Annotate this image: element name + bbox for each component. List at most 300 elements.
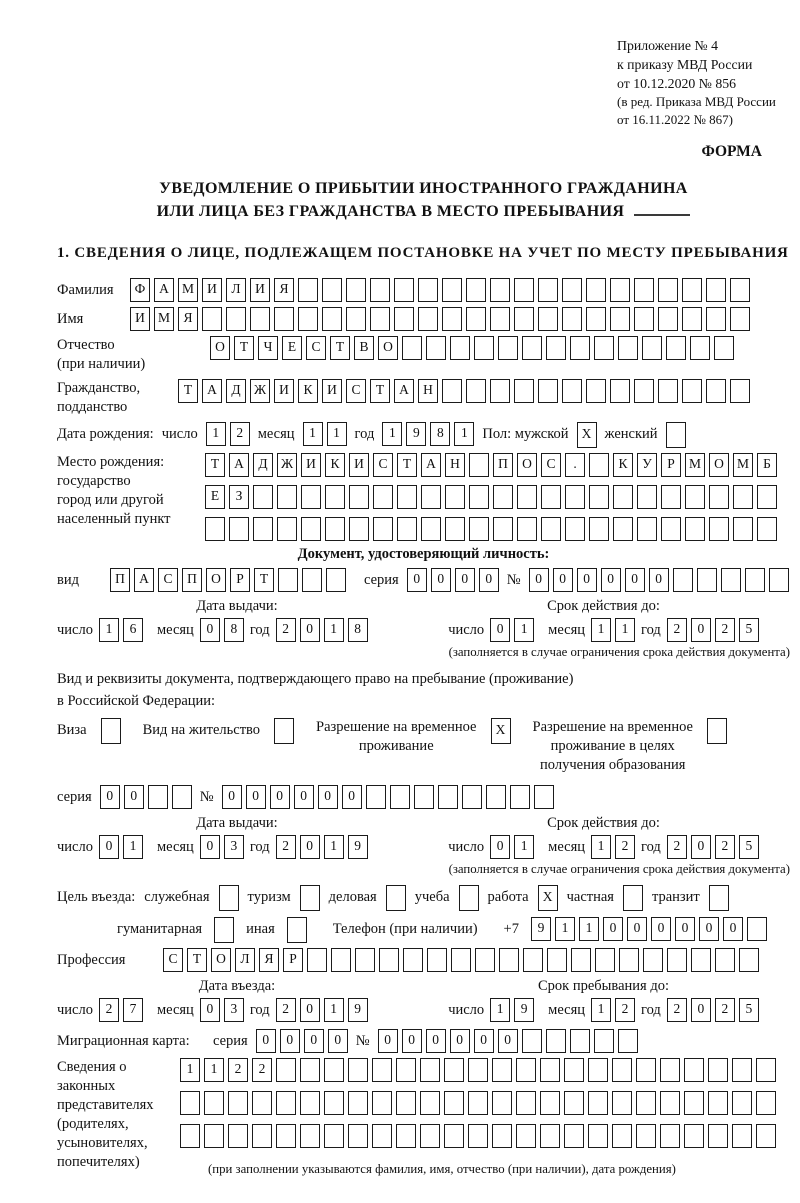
char-cell[interactable]	[588, 1091, 608, 1115]
char-cell[interactable]	[684, 1124, 704, 1148]
char-cell[interactable]	[715, 948, 735, 972]
char-cell[interactable]	[708, 1058, 728, 1082]
char-cell[interactable]	[510, 785, 530, 809]
char-cell[interactable]	[394, 278, 414, 302]
char-cell[interactable]: М	[685, 453, 705, 477]
char-cell[interactable]: А	[134, 568, 154, 592]
char-cell[interactable]	[516, 1058, 536, 1082]
char-cell[interactable]	[444, 1091, 464, 1115]
char-cell[interactable]: 0	[699, 917, 719, 941]
char-cell[interactable]: 8	[224, 618, 244, 642]
char-cell[interactable]	[348, 1058, 368, 1082]
char-cell[interactable]	[730, 379, 750, 403]
char-cell[interactable]	[546, 1029, 566, 1053]
char-cell[interactable]	[492, 1091, 512, 1115]
char-cell[interactable]	[682, 307, 702, 331]
char-cell[interactable]	[228, 1124, 248, 1148]
char-cell[interactable]: Е	[205, 485, 225, 509]
char-cell[interactable]: 1	[204, 1058, 224, 1082]
char-cell[interactable]	[586, 278, 606, 302]
char-cell[interactable]	[325, 517, 345, 541]
char-cell[interactable]	[490, 278, 510, 302]
char-cell[interactable]	[636, 1124, 656, 1148]
char-cell[interactable]	[469, 453, 489, 477]
char-cell[interactable]	[618, 1029, 638, 1053]
char-cell[interactable]	[276, 1091, 296, 1115]
char-cell[interactable]: Б	[757, 453, 777, 477]
char-cell[interactable]	[564, 1124, 584, 1148]
char-cell[interactable]	[709, 517, 729, 541]
char-cell[interactable]	[421, 485, 441, 509]
char-cell[interactable]	[252, 1124, 272, 1148]
char-cell[interactable]	[394, 307, 414, 331]
char-cell[interactable]	[301, 485, 321, 509]
char-cell[interactable]: 9	[531, 917, 551, 941]
char-cell[interactable]: 0	[328, 1029, 348, 1053]
char-cell[interactable]: Т	[178, 379, 198, 403]
char-cell[interactable]	[685, 485, 705, 509]
char-cell[interactable]	[402, 336, 422, 360]
char-cell[interactable]	[594, 1029, 614, 1053]
char-cell[interactable]	[302, 568, 322, 592]
char-cell[interactable]: 3	[224, 835, 244, 859]
char-cell[interactable]: 0	[455, 568, 475, 592]
char-cell[interactable]	[386, 885, 406, 911]
char-cell[interactable]: Р	[230, 568, 250, 592]
char-cell[interactable]	[442, 278, 462, 302]
char-cell[interactable]: 1	[382, 422, 402, 446]
char-cell[interactable]: 2	[615, 835, 635, 859]
char-cell[interactable]	[466, 307, 486, 331]
char-cell[interactable]	[420, 1124, 440, 1148]
char-cell[interactable]	[523, 948, 543, 972]
char-cell[interactable]: 0	[300, 835, 320, 859]
char-cell[interactable]	[493, 517, 513, 541]
char-cell[interactable]	[450, 336, 470, 360]
char-cell[interactable]	[634, 278, 654, 302]
char-cell[interactable]	[517, 517, 537, 541]
char-cell[interactable]	[459, 885, 479, 911]
char-cell[interactable]: 1	[454, 422, 474, 446]
char-cell[interactable]: И	[250, 278, 270, 302]
char-cell[interactable]	[219, 885, 239, 911]
char-cell[interactable]: 9	[348, 835, 368, 859]
char-cell[interactable]	[546, 336, 566, 360]
char-cell[interactable]	[707, 718, 727, 744]
char-cell[interactable]: О	[206, 568, 226, 592]
char-cell[interactable]	[442, 379, 462, 403]
char-cell[interactable]	[349, 485, 369, 509]
char-cell[interactable]: 9	[348, 998, 368, 1022]
char-cell[interactable]: Т	[187, 948, 207, 972]
char-cell[interactable]: 0	[723, 917, 743, 941]
char-cell[interactable]: 6	[123, 618, 143, 642]
char-cell[interactable]	[331, 948, 351, 972]
char-cell[interactable]	[684, 1058, 704, 1082]
char-cell[interactable]: 0	[577, 568, 597, 592]
char-cell[interactable]	[420, 1058, 440, 1082]
char-cell[interactable]: А	[229, 453, 249, 477]
char-cell[interactable]: Я	[274, 278, 294, 302]
char-cell[interactable]	[421, 517, 441, 541]
char-cell[interactable]	[253, 485, 273, 509]
char-cell[interactable]: Т	[254, 568, 274, 592]
char-cell[interactable]: П	[182, 568, 202, 592]
char-cell[interactable]: 0	[342, 785, 362, 809]
char-cell[interactable]: 1	[591, 998, 611, 1022]
char-cell[interactable]	[438, 785, 458, 809]
char-cell[interactable]: В	[354, 336, 374, 360]
char-cell[interactable]	[721, 568, 741, 592]
char-cell[interactable]	[682, 379, 702, 403]
char-cell[interactable]	[486, 785, 506, 809]
char-cell[interactable]: И	[130, 307, 150, 331]
char-cell[interactable]	[564, 1091, 584, 1115]
char-cell[interactable]	[276, 1124, 296, 1148]
char-cell[interactable]	[252, 1091, 272, 1115]
char-cell[interactable]	[228, 1091, 248, 1115]
char-cell[interactable]: 0	[270, 785, 290, 809]
char-cell[interactable]: Л	[226, 278, 246, 302]
char-cell[interactable]	[619, 948, 639, 972]
char-cell[interactable]	[324, 1058, 344, 1082]
char-cell[interactable]	[514, 307, 534, 331]
char-cell[interactable]	[301, 517, 321, 541]
char-cell[interactable]	[588, 1124, 608, 1148]
char-cell[interactable]: 1	[514, 618, 534, 642]
char-cell[interactable]	[613, 517, 633, 541]
char-cell[interactable]: 0	[200, 835, 220, 859]
char-cell[interactable]	[612, 1058, 632, 1082]
char-cell[interactable]: П	[493, 453, 513, 477]
char-cell[interactable]	[373, 517, 393, 541]
char-cell[interactable]	[396, 1091, 416, 1115]
char-cell[interactable]	[660, 1091, 680, 1115]
char-cell[interactable]: 2	[276, 618, 296, 642]
char-cell[interactable]: П	[110, 568, 130, 592]
char-cell[interactable]	[278, 568, 298, 592]
char-cell[interactable]	[594, 336, 614, 360]
char-cell[interactable]	[610, 379, 630, 403]
char-cell[interactable]: Н	[418, 379, 438, 403]
char-cell[interactable]: 0	[100, 785, 120, 809]
char-cell[interactable]: О	[517, 453, 537, 477]
char-cell[interactable]: 0	[490, 618, 510, 642]
char-cell[interactable]: Ж	[277, 453, 297, 477]
char-cell[interactable]	[469, 485, 489, 509]
char-cell[interactable]: Я	[259, 948, 279, 972]
char-cell[interactable]	[226, 307, 246, 331]
char-cell[interactable]	[451, 948, 471, 972]
char-cell[interactable]: 0	[691, 835, 711, 859]
char-cell[interactable]: 1	[324, 618, 344, 642]
char-cell[interactable]	[685, 517, 705, 541]
char-cell[interactable]	[414, 785, 434, 809]
char-cell[interactable]	[372, 1058, 392, 1082]
char-cell[interactable]: О	[211, 948, 231, 972]
char-cell[interactable]: М	[733, 453, 753, 477]
char-cell[interactable]	[733, 485, 753, 509]
char-cell[interactable]	[370, 278, 390, 302]
char-cell[interactable]	[418, 307, 438, 331]
char-cell[interactable]	[756, 1091, 776, 1115]
char-cell[interactable]	[565, 485, 585, 509]
char-cell[interactable]: .	[565, 453, 585, 477]
char-cell[interactable]	[300, 885, 320, 911]
char-cell[interactable]	[180, 1124, 200, 1148]
char-cell[interactable]: С	[306, 336, 326, 360]
char-cell[interactable]: 0	[318, 785, 338, 809]
char-cell[interactable]: 0	[294, 785, 314, 809]
char-cell[interactable]: 0	[378, 1029, 398, 1053]
char-cell[interactable]: 0	[402, 1029, 422, 1053]
char-cell[interactable]	[538, 307, 558, 331]
char-cell[interactable]	[658, 307, 678, 331]
char-cell[interactable]	[706, 278, 726, 302]
char-cell[interactable]	[469, 517, 489, 541]
char-cell[interactable]	[732, 1058, 752, 1082]
char-cell[interactable]	[348, 1124, 368, 1148]
char-cell[interactable]: 0	[300, 998, 320, 1022]
char-cell[interactable]	[516, 1091, 536, 1115]
char-cell[interactable]: 5	[739, 835, 759, 859]
char-cell[interactable]	[684, 1091, 704, 1115]
char-cell[interactable]	[540, 1124, 560, 1148]
char-cell[interactable]	[325, 485, 345, 509]
char-cell[interactable]: 8	[348, 618, 368, 642]
char-cell[interactable]	[540, 1091, 560, 1115]
char-cell[interactable]: X	[538, 885, 558, 911]
char-cell[interactable]: 2	[715, 835, 735, 859]
char-cell[interactable]: 1	[206, 422, 226, 446]
char-cell[interactable]: 1	[579, 917, 599, 941]
char-cell[interactable]	[565, 517, 585, 541]
char-cell[interactable]: 0	[300, 618, 320, 642]
char-cell[interactable]: Р	[283, 948, 303, 972]
char-cell[interactable]	[445, 485, 465, 509]
char-cell[interactable]: 2	[715, 998, 735, 1022]
char-cell[interactable]: 8	[430, 422, 450, 446]
char-cell[interactable]: Т	[330, 336, 350, 360]
char-cell[interactable]	[355, 948, 375, 972]
char-cell[interactable]	[298, 307, 318, 331]
char-cell[interactable]	[324, 1091, 344, 1115]
char-cell[interactable]: 0	[450, 1029, 470, 1053]
char-cell[interactable]	[250, 307, 270, 331]
char-cell[interactable]: И	[202, 278, 222, 302]
char-cell[interactable]: У	[637, 453, 657, 477]
char-cell[interactable]	[493, 485, 513, 509]
char-cell[interactable]: 0	[431, 568, 451, 592]
char-cell[interactable]	[326, 568, 346, 592]
char-cell[interactable]	[562, 379, 582, 403]
char-cell[interactable]	[514, 379, 534, 403]
char-cell[interactable]: 0	[280, 1029, 300, 1053]
char-cell[interactable]	[444, 1124, 464, 1148]
char-cell[interactable]	[623, 885, 643, 911]
char-cell[interactable]	[427, 948, 447, 972]
char-cell[interactable]	[204, 1124, 224, 1148]
char-cell[interactable]: С	[163, 948, 183, 972]
char-cell[interactable]	[570, 336, 590, 360]
char-cell[interactable]: 0	[529, 568, 549, 592]
char-cell[interactable]: 1	[123, 835, 143, 859]
char-cell[interactable]: И	[301, 453, 321, 477]
char-cell[interactable]	[690, 336, 710, 360]
char-cell[interactable]: А	[394, 379, 414, 403]
char-cell[interactable]: 2	[230, 422, 250, 446]
char-cell[interactable]: А	[154, 278, 174, 302]
char-cell[interactable]: 0	[691, 998, 711, 1022]
char-cell[interactable]: 0	[407, 568, 427, 592]
char-cell[interactable]	[276, 1058, 296, 1082]
char-cell[interactable]: 0	[479, 568, 499, 592]
char-cell[interactable]: О	[210, 336, 230, 360]
char-cell[interactable]	[322, 278, 342, 302]
char-cell[interactable]: К	[613, 453, 633, 477]
char-cell[interactable]	[610, 278, 630, 302]
char-cell[interactable]: Т	[370, 379, 390, 403]
char-cell[interactable]	[366, 785, 386, 809]
char-cell[interactable]: К	[298, 379, 318, 403]
char-cell[interactable]: М	[178, 278, 198, 302]
char-cell[interactable]	[691, 948, 711, 972]
char-cell[interactable]	[586, 379, 606, 403]
char-cell[interactable]: Т	[205, 453, 225, 477]
char-cell[interactable]: 0	[691, 618, 711, 642]
char-cell[interactable]	[298, 278, 318, 302]
char-cell[interactable]	[468, 1058, 488, 1082]
char-cell[interactable]: Ж	[250, 379, 270, 403]
char-cell[interactable]: 1	[591, 618, 611, 642]
char-cell[interactable]: 1	[327, 422, 347, 446]
char-cell[interactable]	[562, 307, 582, 331]
char-cell[interactable]	[172, 785, 192, 809]
char-cell[interactable]	[634, 379, 654, 403]
char-cell[interactable]	[370, 307, 390, 331]
char-cell[interactable]: Т	[397, 453, 417, 477]
char-cell[interactable]	[636, 1058, 656, 1082]
char-cell[interactable]: 1	[490, 998, 510, 1022]
char-cell[interactable]: З	[229, 485, 249, 509]
char-cell[interactable]	[396, 1124, 416, 1148]
char-cell[interactable]: 1	[180, 1058, 200, 1082]
char-cell[interactable]	[637, 517, 657, 541]
char-cell[interactable]: Т	[234, 336, 254, 360]
char-cell[interactable]	[516, 1124, 536, 1148]
char-cell[interactable]	[541, 517, 561, 541]
char-cell[interactable]	[466, 379, 486, 403]
char-cell[interactable]	[274, 307, 294, 331]
char-cell[interactable]: 0	[200, 618, 220, 642]
char-cell[interactable]	[277, 517, 297, 541]
char-cell[interactable]	[643, 948, 663, 972]
char-cell[interactable]: 0	[256, 1029, 276, 1053]
char-cell[interactable]	[673, 568, 693, 592]
char-cell[interactable]	[373, 485, 393, 509]
char-cell[interactable]	[708, 1124, 728, 1148]
char-cell[interactable]	[661, 517, 681, 541]
char-cell[interactable]	[346, 278, 366, 302]
char-cell[interactable]	[666, 336, 686, 360]
char-cell[interactable]: 0	[601, 568, 621, 592]
char-cell[interactable]	[730, 278, 750, 302]
char-cell[interactable]	[300, 1124, 320, 1148]
char-cell[interactable]	[522, 336, 542, 360]
char-cell[interactable]	[733, 517, 753, 541]
char-cell[interactable]	[658, 278, 678, 302]
char-cell[interactable]	[403, 948, 423, 972]
char-cell[interactable]	[660, 1124, 680, 1148]
char-cell[interactable]: 1	[615, 618, 635, 642]
char-cell[interactable]	[661, 485, 681, 509]
char-cell[interactable]	[517, 485, 537, 509]
char-cell[interactable]	[714, 336, 734, 360]
char-cell[interactable]	[562, 278, 582, 302]
char-cell[interactable]	[253, 517, 273, 541]
char-cell[interactable]	[180, 1091, 200, 1115]
char-cell[interactable]	[589, 485, 609, 509]
char-cell[interactable]	[490, 307, 510, 331]
char-cell[interactable]: Л	[235, 948, 255, 972]
char-cell[interactable]	[148, 785, 168, 809]
char-cell[interactable]	[444, 1058, 464, 1082]
char-cell[interactable]: И	[349, 453, 369, 477]
char-cell[interactable]: 0	[246, 785, 266, 809]
char-cell[interactable]	[739, 948, 759, 972]
char-cell[interactable]	[769, 568, 789, 592]
char-cell[interactable]	[730, 307, 750, 331]
char-cell[interactable]: 0	[222, 785, 242, 809]
char-cell[interactable]	[274, 718, 294, 744]
char-cell[interactable]: М	[154, 307, 174, 331]
char-cell[interactable]	[214, 917, 234, 943]
char-cell[interactable]	[466, 278, 486, 302]
char-cell[interactable]	[745, 568, 765, 592]
char-cell[interactable]: 0	[603, 917, 623, 941]
char-cell[interactable]	[101, 718, 121, 744]
char-cell[interactable]: Д	[253, 453, 273, 477]
char-cell[interactable]	[397, 485, 417, 509]
char-cell[interactable]: 0	[474, 1029, 494, 1053]
char-cell[interactable]	[420, 1091, 440, 1115]
char-cell[interactable]	[379, 948, 399, 972]
char-cell[interactable]: 0	[627, 917, 647, 941]
char-cell[interactable]	[277, 485, 297, 509]
char-cell[interactable]: О	[378, 336, 398, 360]
char-cell[interactable]	[468, 1124, 488, 1148]
char-cell[interactable]: 0	[490, 835, 510, 859]
char-cell[interactable]: 1	[514, 835, 534, 859]
char-cell[interactable]: 2	[276, 998, 296, 1022]
char-cell[interactable]	[442, 307, 462, 331]
char-cell[interactable]	[756, 1124, 776, 1148]
char-cell[interactable]: 2	[228, 1058, 248, 1082]
char-cell[interactable]: С	[373, 453, 393, 477]
char-cell[interactable]	[634, 307, 654, 331]
char-cell[interactable]: 2	[667, 998, 687, 1022]
char-cell[interactable]	[348, 1091, 368, 1115]
char-cell[interactable]: Я	[178, 307, 198, 331]
char-cell[interactable]	[637, 485, 657, 509]
char-cell[interactable]	[708, 1091, 728, 1115]
char-cell[interactable]: О	[709, 453, 729, 477]
char-cell[interactable]: 2	[715, 618, 735, 642]
char-cell[interactable]: 0	[200, 998, 220, 1022]
char-cell[interactable]	[588, 1058, 608, 1082]
char-cell[interactable]: 0	[426, 1029, 446, 1053]
char-cell[interactable]: 1	[324, 835, 344, 859]
